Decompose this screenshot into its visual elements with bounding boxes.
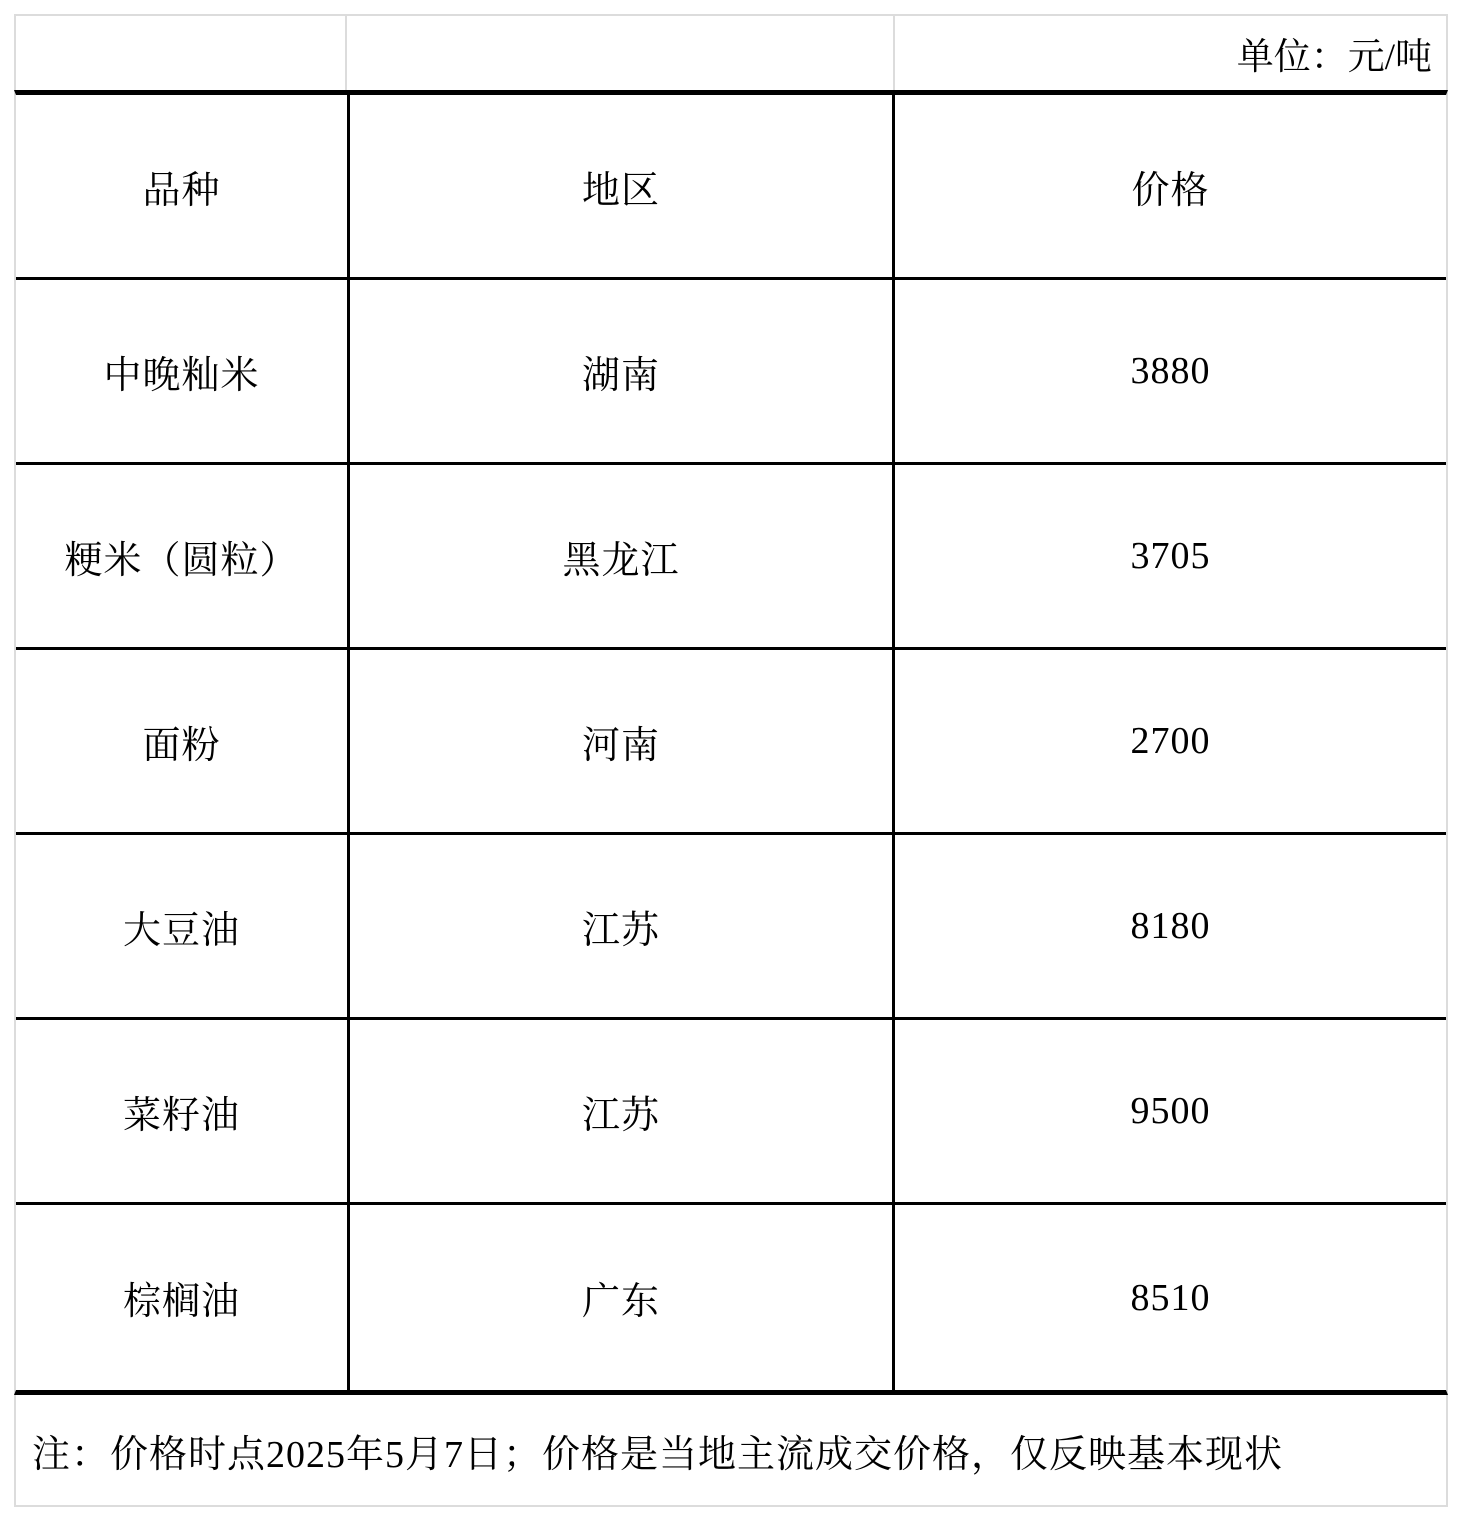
cell-region: 广东: [347, 1205, 895, 1390]
cell-price: 3880: [1130, 350, 1211, 392]
table-row: [16, 465, 1446, 650]
footnote-text: 注：价格时点2025年5月7日；价格是当地主流成交价格，仅反映基本现状: [32, 1433, 1284, 1476]
cell-price: 8510: [1130, 1276, 1211, 1319]
cell-price: 2700: [1130, 720, 1211, 762]
unit-row: [14, 14, 1448, 90]
table-row: [16, 650, 1446, 835]
unit-row-spacer-1: [16, 16, 347, 90]
cell-region: 江苏: [347, 835, 895, 1017]
cell-variety: 棕榈油: [122, 1281, 240, 1323]
cell-region: 江苏: [347, 1020, 895, 1202]
cell-variety: 中晚籼米: [103, 354, 260, 397]
cell-region: 河南: [347, 650, 895, 832]
price-sheet: [14, 14, 1448, 1507]
header-cell-variety: 品种: [142, 169, 221, 212]
price-table: [14, 90, 1448, 1395]
cell-price: 8180: [1130, 905, 1211, 947]
cell-variety: 面粉: [142, 724, 221, 767]
cell-region: 黑龙江: [347, 465, 895, 647]
header-cell-price: 价格: [1131, 169, 1210, 212]
cell-variety: 粳米（圆粒）: [64, 539, 299, 582]
table-row: [16, 1020, 1446, 1205]
table-row: [16, 1205, 1446, 1390]
cell-variety: 菜籽油: [122, 1094, 240, 1137]
footnote-row: [14, 1395, 1448, 1507]
unit-row-spacer-2: [347, 16, 895, 90]
header-row: [16, 95, 1446, 280]
cell-region: 湖南: [347, 280, 895, 462]
table-row: [16, 280, 1446, 465]
cell-price: 9500: [1130, 1090, 1211, 1132]
header-cell-region: 地区: [347, 95, 895, 277]
cell-price: 3705: [1130, 535, 1211, 577]
cell-variety: 大豆油: [122, 909, 240, 952]
table-row: [16, 835, 1446, 1020]
unit-label: 单位：元/吨: [1236, 37, 1432, 78]
